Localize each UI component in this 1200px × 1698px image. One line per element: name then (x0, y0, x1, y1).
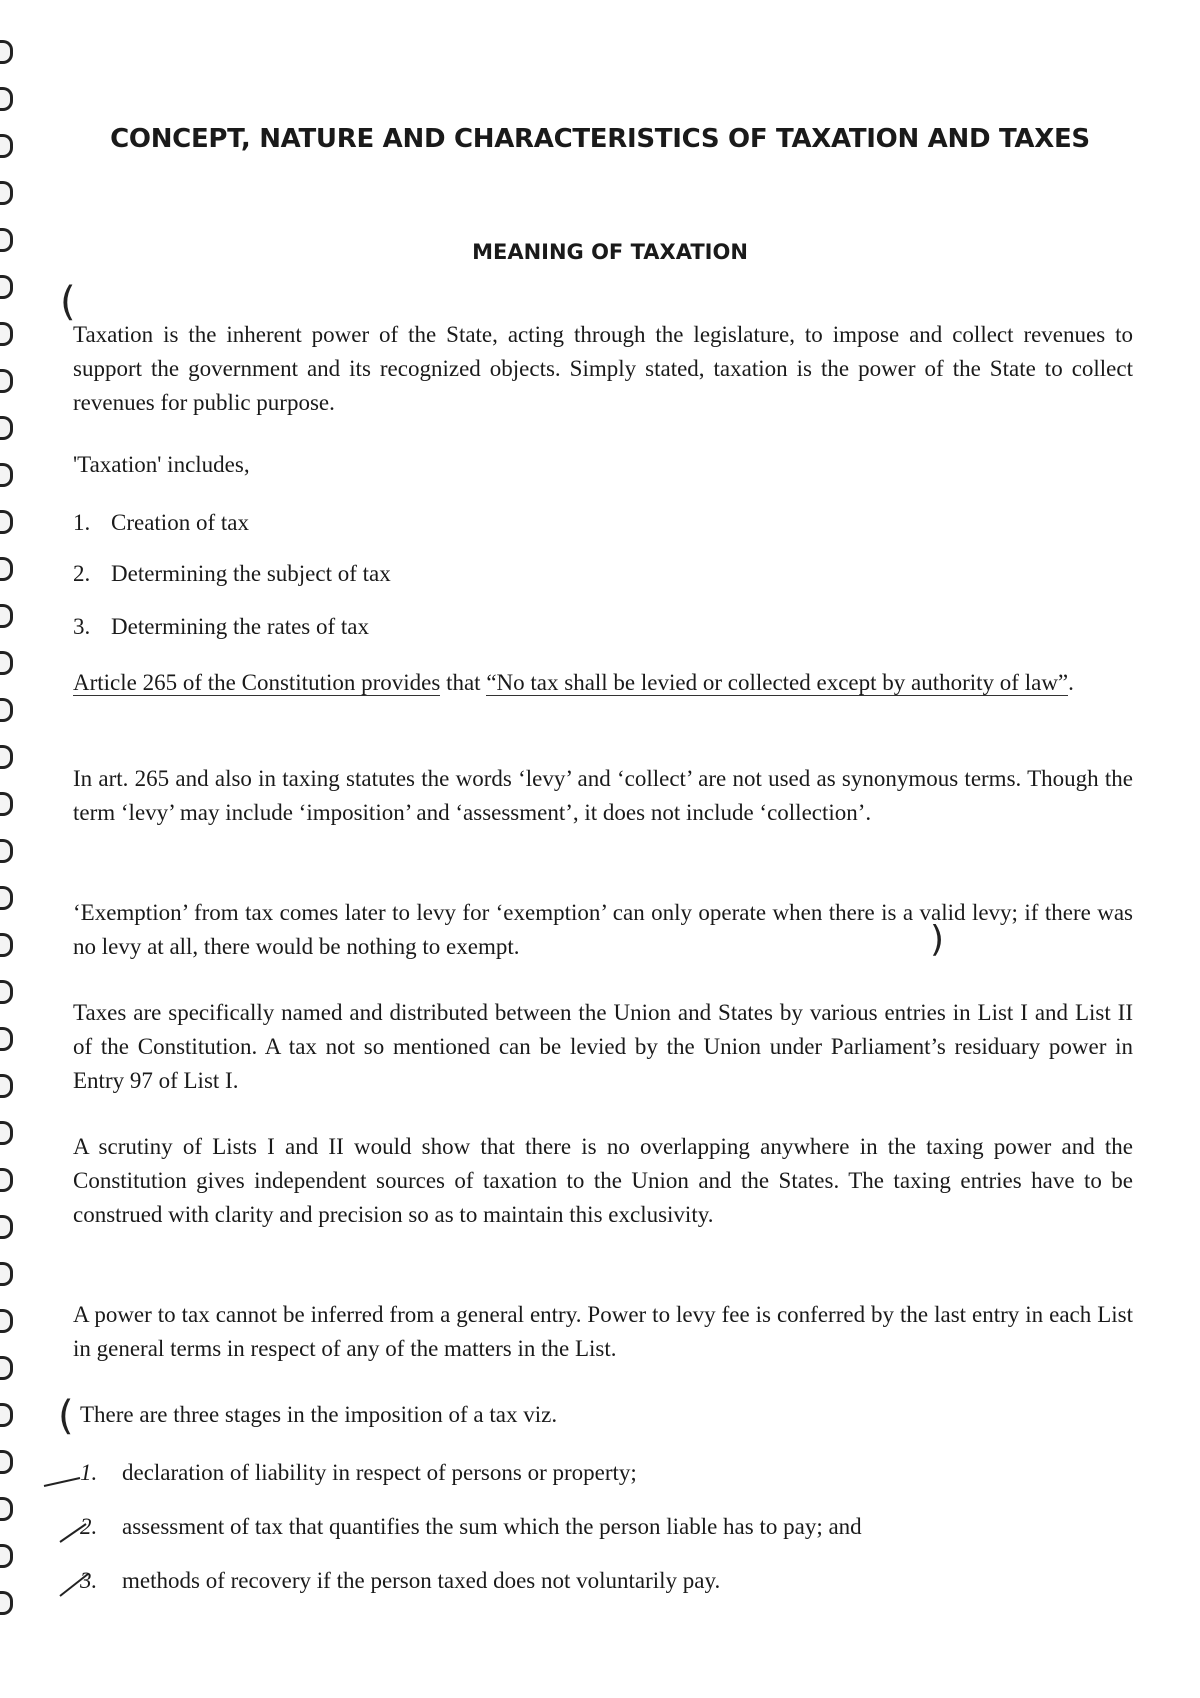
exemption-text: ‘Exemption’ from tax comes later to levy for ‘exemption’ can only operate when there is a valid levy; if there was no levy at all, there would be nothing to exempt. (73, 900, 1133, 959)
scrutiny-text: A scrutiny of Lists I and II would show that there is no overlapping anywhere in the taxing power and the Constitution gives independent sources of taxation to the Union and the States. The taxing entries have to be construed with clarity and precision so as to maintain this exclusivity. (73, 1134, 1133, 1227)
article-265-reference: Article 265 of the Constitution provides (73, 670, 441, 695)
stage-number: 3. (80, 1568, 98, 1593)
stage-text: declaration of liability in respect of persons or property; (122, 1460, 637, 1485)
stage-item (80, 1564, 720, 1598)
section-heading: MEANING OF TAXATION (472, 240, 748, 264)
binding-ring (0, 510, 13, 534)
levy-collect-text: In art. 265 and also in taxing statutes the words ‘levy’ and ‘collect’ are not used as synonymous terms. Though the term ‘levy’ may include ‘imposition’ and ‘assessment’, it does not include ‘collection’. (73, 766, 1133, 825)
binding-ring (0, 980, 13, 1004)
binding-ring (0, 604, 13, 628)
list-number: 1. (73, 510, 91, 535)
includes-label (73, 448, 1133, 482)
binding-ring (0, 698, 13, 722)
list-item (73, 610, 369, 644)
binding-ring (0, 1591, 13, 1615)
binding-ring (0, 1074, 13, 1098)
list-number: 2. (73, 561, 91, 586)
document-title: CONCEPT, NATURE AND CHARACTERISTICS OF TAXATION AND TAXES (110, 124, 1090, 154)
binding-ring (0, 1497, 13, 1521)
binding-ring (0, 792, 13, 816)
stage-number: 1. (80, 1460, 98, 1485)
intro-text: Taxation is the inherent power of the State, acting through the legislature, to impose and collect revenues to support the government and its recognized objects. Simply stated, taxation is the power of the State to collect revenues for public purpose. (73, 322, 1133, 415)
binding-ring (0, 839, 13, 863)
binding-ring (0, 886, 13, 910)
spiral-binding (0, 40, 16, 1640)
handwritten-tick-marks (40, 1460, 120, 1600)
stage-item (80, 1456, 637, 1490)
handwritten-bracket-open-mark-2: ( (58, 1393, 74, 1439)
handwritten-bracket-close-mark: ) (930, 919, 945, 960)
binding-ring (0, 275, 13, 299)
power-text: A power to tax cannot be inferred from a general entry. Power to levy fee is conferred by the last entry in each List in general terms in respect of any of the matters in the List. (73, 1302, 1133, 1361)
union-states-paragraph (73, 996, 1133, 1098)
handwritten-bracket-open-mark: ( (60, 279, 76, 325)
stages-intro-text: There are three stages in the imposition of a tax viz. (80, 1402, 558, 1427)
scrutiny-paragraph (73, 1130, 1133, 1232)
binding-ring (0, 181, 13, 205)
binding-ring (0, 1215, 13, 1239)
union-states-text: Taxes are specifically named and distributed between the Union and States by various entries in List I and List II of the Constitution. A tax not so mentioned can be levied by the Union under Parliament’s residuary power in Entry 97 of List I. (73, 1000, 1133, 1093)
binding-ring (0, 1027, 13, 1051)
stages-intro (80, 1398, 1140, 1432)
binding-ring (0, 40, 13, 64)
includes-label-text: 'Taxation' includes, (73, 452, 250, 477)
binding-ring (0, 1403, 13, 1427)
exemption-paragraph (73, 896, 1133, 964)
stage-number: 2. (80, 1514, 98, 1539)
binding-ring (0, 1309, 13, 1333)
binding-ring (0, 933, 13, 957)
binding-ring (0, 463, 13, 487)
binding-ring (0, 1121, 13, 1145)
binding-ring (0, 1450, 13, 1474)
binding-ring (0, 416, 13, 440)
stage-text: methods of recovery if the person taxed does not voluntarily pay. (122, 1568, 721, 1593)
binding-ring (0, 369, 13, 393)
binding-ring (0, 322, 13, 346)
article-265-period: . (1068, 670, 1074, 695)
list-item (73, 557, 391, 591)
stage-item (80, 1510, 862, 1544)
power-paragraph (73, 1298, 1133, 1366)
binding-ring (0, 557, 13, 581)
article-265-connector: that (440, 670, 487, 695)
article-265-quote: “No tax shall be levied or collected except by authority of law” (486, 670, 1069, 695)
list-text: Creation of tax (111, 510, 249, 535)
levy-collect-paragraph (73, 762, 1133, 830)
list-text: Determining the rates of tax (111, 614, 370, 639)
binding-ring (0, 745, 13, 769)
binding-ring (0, 87, 13, 111)
stage-text: assessment of tax that quantifies the sum which the person liable has to pay; and (122, 1514, 862, 1539)
binding-ring (0, 1356, 13, 1380)
binding-ring (0, 651, 13, 675)
binding-ring (0, 1262, 13, 1286)
binding-ring (0, 1168, 13, 1192)
intro-paragraph (73, 318, 1133, 420)
list-number: 3. (73, 614, 91, 639)
list-text: Determining the subject of tax (111, 561, 391, 586)
binding-ring (0, 1544, 13, 1568)
article-265-paragraph (73, 666, 1133, 700)
list-item (73, 506, 249, 540)
